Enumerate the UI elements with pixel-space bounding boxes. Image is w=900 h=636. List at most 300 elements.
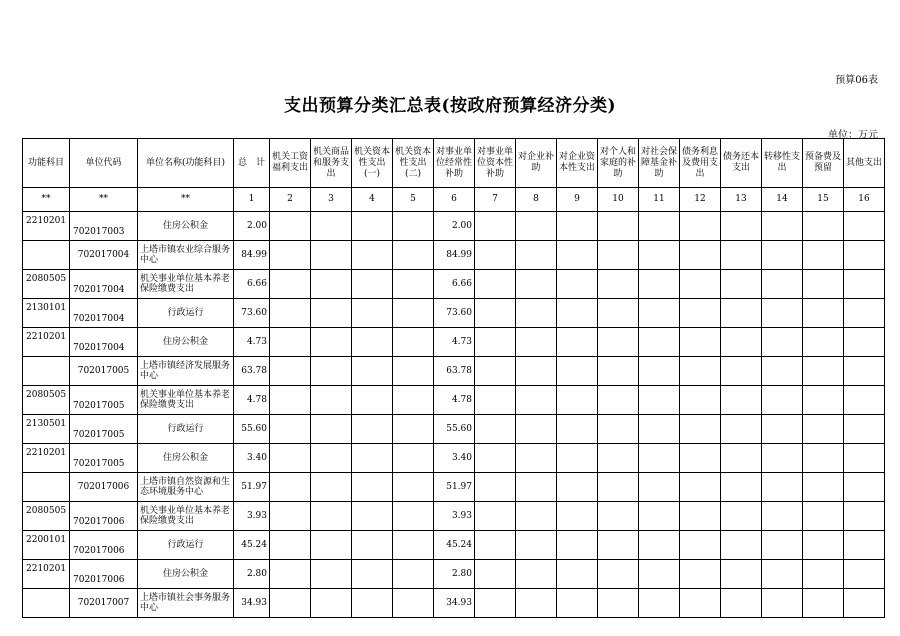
table-row (23, 560, 885, 589)
amount-cell (762, 241, 803, 270)
function-code-cell (23, 473, 70, 502)
table-row (23, 357, 885, 386)
col-header: 对社会保障基金补助 (639, 139, 680, 188)
amount-cell (352, 299, 393, 328)
table-row (23, 270, 885, 299)
col-header: 总 计 (234, 139, 270, 188)
function-code-cell: 2210201 (23, 328, 70, 357)
unit-code-cell: 702017006 (70, 502, 138, 531)
index-cell: 10 (598, 188, 639, 212)
total-cell: 3.40 (234, 444, 270, 473)
amount-cell (680, 589, 721, 618)
amount-cell: 73.60 (434, 299, 475, 328)
amount-cell (516, 560, 557, 589)
index-cell: 3 (311, 188, 352, 212)
amount-cell (803, 299, 844, 328)
unit-name-cell: 行政运行 (138, 299, 234, 328)
amount-cell (639, 328, 680, 357)
amount-cell (516, 473, 557, 502)
amount-cell (270, 415, 311, 444)
amount-cell (352, 241, 393, 270)
col-header: 对个人和家庭的补助 (598, 139, 639, 188)
unit-code-cell: 702017005 (70, 415, 138, 444)
amount-cell (803, 473, 844, 502)
amount-cell (680, 502, 721, 531)
amount-cell (270, 444, 311, 473)
amount-cell (557, 589, 598, 618)
amount-cell (598, 589, 639, 618)
function-code-cell (23, 357, 70, 386)
amount-cell (557, 560, 598, 589)
amount-cell (803, 357, 844, 386)
amount-cell (762, 589, 803, 618)
amount-cell (557, 473, 598, 502)
unit-name-cell: 住房公积金 (138, 560, 234, 589)
amount-cell (598, 444, 639, 473)
amount-cell (598, 560, 639, 589)
amount-cell (270, 212, 311, 241)
amount-cell (270, 589, 311, 618)
amount-cell (844, 241, 885, 270)
amount-cell (352, 415, 393, 444)
amount-cell (393, 560, 434, 589)
amount-cell (311, 270, 352, 299)
amount-cell (721, 386, 762, 415)
amount-cell (475, 241, 516, 270)
amount-cell (803, 589, 844, 618)
amount-cell (516, 357, 557, 386)
amount-cell (680, 444, 721, 473)
amount-cell: 84.99 (434, 241, 475, 270)
amount-cell (516, 502, 557, 531)
amount-cell (393, 531, 434, 560)
amount-cell (803, 560, 844, 589)
amount-cell (598, 502, 639, 531)
amount-cell (844, 299, 885, 328)
table-row (23, 531, 885, 560)
amount-cell (721, 415, 762, 444)
amount-cell (721, 328, 762, 357)
amount-cell (844, 328, 885, 357)
amount-cell (393, 241, 434, 270)
amount-cell (721, 299, 762, 328)
amount-cell (762, 299, 803, 328)
amount-cell (762, 415, 803, 444)
col-header: 机关工资福利支出 (270, 139, 311, 188)
table-row (23, 328, 885, 357)
unit-code-cell: 702017005 (70, 444, 138, 473)
budget-table (22, 138, 885, 618)
unit-code-cell: 702017006 (70, 531, 138, 560)
amount-cell (475, 415, 516, 444)
amount-cell: 4.73 (434, 328, 475, 357)
form-number: 预算06表 (835, 75, 878, 86)
index-cell: ** (70, 188, 138, 212)
amount-cell (352, 444, 393, 473)
amount-cell (475, 357, 516, 386)
total-cell: 51.97 (234, 473, 270, 502)
amount-cell (270, 328, 311, 357)
amount-cell (844, 270, 885, 299)
col-header: 转移性支出 (762, 139, 803, 188)
unit-code-cell: 702017007 (70, 589, 138, 618)
table-row (23, 212, 885, 241)
amount-cell (762, 560, 803, 589)
amount-cell (762, 502, 803, 531)
amount-cell (680, 328, 721, 357)
amount-cell (844, 531, 885, 560)
amount-cell (598, 212, 639, 241)
amount-cell (803, 415, 844, 444)
amount-cell: 3.40 (434, 444, 475, 473)
col-header: 债务利息及费用支出 (680, 139, 721, 188)
amount-cell: 4.78 (434, 386, 475, 415)
amount-cell (516, 531, 557, 560)
index-cell: 13 (721, 188, 762, 212)
amount-cell (844, 415, 885, 444)
index-cell: 5 (393, 188, 434, 212)
amount-cell (516, 415, 557, 444)
amount-cell (557, 386, 598, 415)
amount-cell (639, 589, 680, 618)
table-row (23, 415, 885, 444)
amount-cell (598, 531, 639, 560)
amount-cell: 51.97 (434, 473, 475, 502)
amount-cell (762, 386, 803, 415)
amount-cell (639, 270, 680, 299)
amount-cell (639, 212, 680, 241)
amount-cell (598, 328, 639, 357)
table-row (23, 589, 885, 618)
amount-cell (311, 531, 352, 560)
amount-cell (352, 328, 393, 357)
amount-cell: 3.93 (434, 502, 475, 531)
amount-cell (639, 299, 680, 328)
amount-cell (803, 270, 844, 299)
amount-cell (680, 270, 721, 299)
amount-cell (311, 444, 352, 473)
amount-cell (598, 415, 639, 444)
amount-cell (639, 473, 680, 502)
amount-cell (352, 473, 393, 502)
amount-cell (393, 386, 434, 415)
col-header: 机关商品和服务支出 (311, 139, 352, 188)
amount-cell (475, 444, 516, 473)
amount-cell (762, 328, 803, 357)
col-header: 对企业资本性支出 (557, 139, 598, 188)
amount-cell (803, 328, 844, 357)
amount-cell (270, 299, 311, 328)
unit-code-cell: 702017004 (70, 241, 138, 270)
amount-cell (680, 560, 721, 589)
index-cell: 8 (516, 188, 557, 212)
amount-cell (393, 473, 434, 502)
amount-cell (598, 299, 639, 328)
unit-name-cell: 住房公积金 (138, 444, 234, 473)
amount-cell (311, 299, 352, 328)
total-cell: 45.24 (234, 531, 270, 560)
amount-cell (721, 270, 762, 299)
unit-name-cell: 上塔市镇自然资源和生态环境服务中心 (138, 473, 234, 502)
amount-cell (352, 357, 393, 386)
total-cell: 2.80 (234, 560, 270, 589)
index-cell: 6 (434, 188, 475, 212)
amount-cell (270, 473, 311, 502)
amount-cell (639, 531, 680, 560)
index-cell: 4 (352, 188, 393, 212)
amount-cell (598, 241, 639, 270)
amount-cell (598, 473, 639, 502)
amount-cell (557, 415, 598, 444)
total-cell: 34.93 (234, 589, 270, 618)
amount-cell (803, 386, 844, 415)
function-code-cell: 2210201 (23, 560, 70, 589)
table-row (23, 502, 885, 531)
amount-cell (352, 212, 393, 241)
amount-cell (557, 502, 598, 531)
total-cell: 4.78 (234, 386, 270, 415)
amount-cell: 6.66 (434, 270, 475, 299)
amount-cell (475, 270, 516, 299)
function-code-cell: 2210201 (23, 444, 70, 473)
total-cell: 4.73 (234, 328, 270, 357)
col-header: 预备费及预留 (803, 139, 844, 188)
amount-cell (352, 386, 393, 415)
col-header: 机关资本性支出(一) (352, 139, 393, 188)
function-code-cell: 2200101 (23, 531, 70, 560)
amount-cell (844, 560, 885, 589)
col-header: 功能科目 (23, 139, 70, 188)
amount-cell (844, 212, 885, 241)
amount-cell (680, 212, 721, 241)
col-header: 对事业单位经常性补助 (434, 139, 475, 188)
unit-code-cell: 702017005 (70, 357, 138, 386)
index-row (23, 188, 885, 212)
function-code-cell: 2080505 (23, 502, 70, 531)
amount-cell (311, 502, 352, 531)
amount-cell (393, 502, 434, 531)
amount-cell (721, 502, 762, 531)
col-header: 其他支出 (844, 139, 885, 188)
amount-cell (557, 444, 598, 473)
amount-cell (475, 328, 516, 357)
table-row (23, 299, 885, 328)
unit-code-cell: 702017004 (70, 270, 138, 299)
amount-cell (721, 212, 762, 241)
amount-cell (475, 531, 516, 560)
amount-cell (844, 386, 885, 415)
unit-code-cell: 702017006 (70, 560, 138, 589)
amount-cell (639, 357, 680, 386)
amount-cell (475, 589, 516, 618)
amount-cell (598, 270, 639, 299)
function-code-cell (23, 241, 70, 270)
amount-cell (721, 560, 762, 589)
amount-cell (393, 589, 434, 618)
amount-cell (352, 531, 393, 560)
amount-cell (516, 328, 557, 357)
amount-cell (721, 531, 762, 560)
table-row (23, 444, 885, 473)
amount-cell (311, 415, 352, 444)
col-header: 对企业补助 (516, 139, 557, 188)
amount-cell (557, 299, 598, 328)
amount-cell (311, 357, 352, 386)
amount-cell (516, 386, 557, 415)
col-header: 债务还本支出 (721, 139, 762, 188)
amount-cell (844, 357, 885, 386)
col-header: 对事业单位资本性补助 (475, 139, 516, 188)
index-cell: ** (138, 188, 234, 212)
amount-cell (721, 241, 762, 270)
index-cell: 1 (234, 188, 270, 212)
index-cell: 12 (680, 188, 721, 212)
table-row (23, 473, 885, 502)
amount-cell (680, 473, 721, 502)
header-row (23, 139, 885, 188)
amount-cell (639, 386, 680, 415)
amount-cell (475, 502, 516, 531)
amount-cell (516, 270, 557, 299)
amount-cell (311, 386, 352, 415)
amount-cell (639, 560, 680, 589)
amount-cell (762, 531, 803, 560)
unit-name-cell: 住房公积金 (138, 328, 234, 357)
total-cell: 84.99 (234, 241, 270, 270)
amount-cell (311, 560, 352, 589)
amount-cell: 34.93 (434, 589, 475, 618)
function-code-cell: 2080505 (23, 386, 70, 415)
amount-cell (352, 589, 393, 618)
col-header: 单位代码 (70, 139, 138, 188)
amount-cell (311, 328, 352, 357)
function-code-cell: 2130101 (23, 299, 70, 328)
amount-cell (803, 502, 844, 531)
col-header: 单位名称(功能科目) (138, 139, 234, 188)
amount-cell (475, 212, 516, 241)
total-cell: 73.60 (234, 299, 270, 328)
amount-cell (762, 444, 803, 473)
index-cell: 2 (270, 188, 311, 212)
unit-code-cell: 702017004 (70, 328, 138, 357)
amount-cell (393, 299, 434, 328)
amount-cell (393, 270, 434, 299)
amount-cell (680, 241, 721, 270)
col-header: 机关资本性支出(二) (393, 139, 434, 188)
index-cell: 9 (557, 188, 598, 212)
amount-cell (721, 473, 762, 502)
amount-cell (393, 444, 434, 473)
function-code-cell (23, 589, 70, 618)
unit-name-cell: 上塔市镇农业综合服务中心 (138, 241, 234, 270)
amount-cell: 55.60 (434, 415, 475, 444)
unit-name-cell: 行政运行 (138, 415, 234, 444)
amount-cell (557, 357, 598, 386)
amount-cell (844, 502, 885, 531)
amount-cell (475, 386, 516, 415)
amount-cell: 45.24 (434, 531, 475, 560)
amount-cell (762, 212, 803, 241)
amount-cell (803, 212, 844, 241)
amount-cell (639, 444, 680, 473)
function-code-cell: 2210201 (23, 212, 70, 241)
amount-cell (352, 270, 393, 299)
amount-cell (762, 357, 803, 386)
amount-cell (639, 241, 680, 270)
amount-cell (270, 502, 311, 531)
amount-cell (393, 328, 434, 357)
amount-cell (844, 444, 885, 473)
amount-cell (680, 299, 721, 328)
amount-cell (721, 444, 762, 473)
amount-cell (762, 270, 803, 299)
table-row (23, 241, 885, 270)
unit-name-cell: 行政运行 (138, 531, 234, 560)
amount-cell (680, 531, 721, 560)
unit-code-cell: 702017005 (70, 386, 138, 415)
amount-cell (680, 386, 721, 415)
amount-cell (270, 241, 311, 270)
amount-cell (844, 473, 885, 502)
amount-cell (393, 415, 434, 444)
unit-name-cell: 机关事业单位基本养老保险缴费支出 (138, 502, 234, 531)
function-code-cell: 2130501 (23, 415, 70, 444)
amount-cell (311, 473, 352, 502)
table-row (23, 386, 885, 415)
amount-cell (557, 328, 598, 357)
amount-cell (680, 415, 721, 444)
index-cell: ** (23, 188, 70, 212)
amount-cell (393, 357, 434, 386)
amount-cell (311, 212, 352, 241)
amount-cell (557, 241, 598, 270)
amount-cell (721, 357, 762, 386)
total-cell: 63.78 (234, 357, 270, 386)
amount-cell (844, 589, 885, 618)
amount-cell (803, 241, 844, 270)
index-cell: 11 (639, 188, 680, 212)
amount-cell (270, 270, 311, 299)
amount-cell (352, 560, 393, 589)
amount-cell (516, 444, 557, 473)
function-code-cell: 2080505 (23, 270, 70, 299)
amount-cell (598, 386, 639, 415)
index-cell: 7 (475, 188, 516, 212)
amount-cell (639, 502, 680, 531)
unit-code-cell: 702017006 (70, 473, 138, 502)
amount-cell (557, 270, 598, 299)
amount-cell (803, 444, 844, 473)
amount-cell (639, 415, 680, 444)
index-cell: 14 (762, 188, 803, 212)
amount-cell (270, 357, 311, 386)
total-cell: 3.93 (234, 502, 270, 531)
unit-name-cell: 上塔市镇社会事务服务中心 (138, 589, 234, 618)
unit-name-cell: 上塔市镇经济发展服务中心 (138, 357, 234, 386)
amount-cell (311, 589, 352, 618)
amount-cell (557, 212, 598, 241)
amount-cell (475, 560, 516, 589)
amount-cell (393, 212, 434, 241)
amount-cell (557, 531, 598, 560)
amount-cell (270, 386, 311, 415)
amount-cell (475, 299, 516, 328)
total-cell: 2.00 (234, 212, 270, 241)
unit-name-cell: 机关事业单位基本养老保险缴费支出 (138, 270, 234, 299)
amount-cell (721, 589, 762, 618)
amount-cell: 2.00 (434, 212, 475, 241)
unit-label: 单位：万元 (828, 130, 878, 141)
